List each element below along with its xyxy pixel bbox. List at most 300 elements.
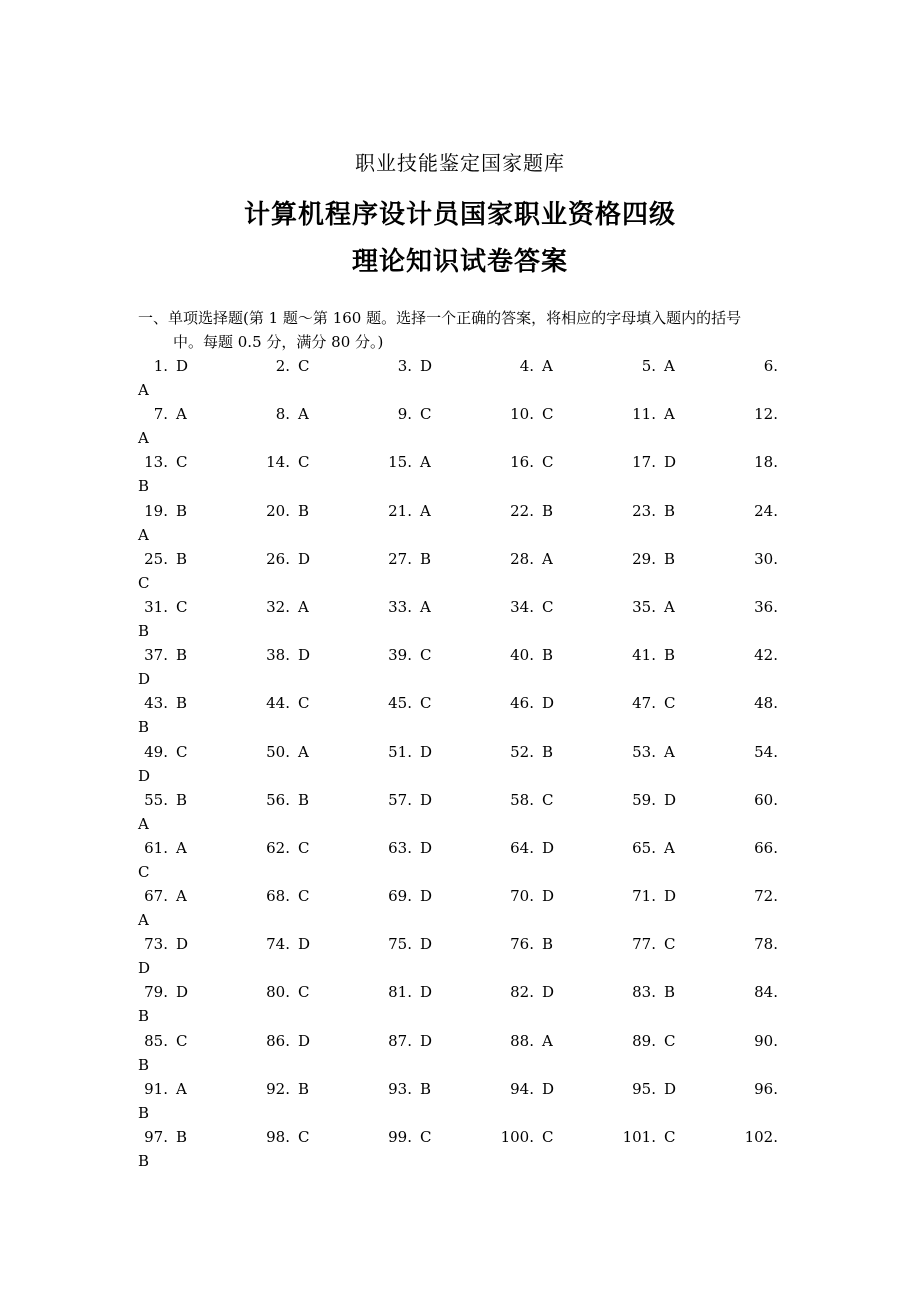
answer-letter: B (664, 983, 676, 1002)
question-number: 15. (388, 453, 412, 472)
question-number: 79. (144, 983, 168, 1002)
answer-row (0, 402, 920, 450)
question-number: 21. (388, 501, 412, 520)
answer-item (235, 643, 316, 667)
answer-item (113, 643, 194, 667)
answer-item (357, 450, 438, 474)
answer-item (357, 1125, 438, 1149)
question-number: 27. (388, 549, 412, 568)
question-number: 31. (144, 597, 168, 616)
section-instructions-line1: 一、单项选择题(第 1 题～第 160 题。选择一个正确的答案，将相应的字母填入题内的括号 (138, 309, 742, 327)
question-number: 13. (144, 453, 168, 472)
answer-letter: C (420, 405, 432, 424)
question-number: 52. (510, 742, 534, 761)
answer-item (479, 402, 560, 426)
answer-item (479, 740, 560, 764)
question-number: 49. (144, 742, 168, 761)
question-number: 74. (266, 935, 290, 954)
answer-item (479, 354, 560, 378)
question-number: 11. (632, 405, 656, 424)
answer-letter: B (664, 549, 676, 568)
answer-letter: A (138, 381, 149, 399)
answer-item (113, 932, 194, 956)
answer-item (479, 691, 560, 715)
answer-letter: B (176, 646, 188, 665)
answer-item (601, 1125, 682, 1149)
question-number: 68. (266, 887, 290, 906)
question-number: 66. (754, 838, 778, 857)
answer-item (601, 788, 682, 812)
answer-item (479, 932, 560, 956)
answer-row (0, 354, 920, 402)
answer-letter: D (298, 646, 311, 665)
question-number: 41. (632, 646, 656, 665)
question-number: 65. (632, 838, 656, 857)
answer-item (357, 354, 438, 378)
answer-letter: C (664, 935, 676, 954)
answer-letter: A (138, 814, 149, 833)
question-number: 29. (632, 549, 656, 568)
answer-item (479, 1077, 560, 1101)
answer-item (479, 547, 560, 571)
question-number: 7. (153, 405, 168, 424)
question-number: 73. (144, 935, 168, 954)
answer-letter: A (664, 405, 675, 424)
question-number: 57. (388, 790, 412, 809)
answer-letter: C (664, 1128, 676, 1146)
question-number: 18. (754, 453, 778, 472)
question-number: 86. (266, 1031, 290, 1050)
question-number: 47. (632, 694, 656, 713)
answer-letter: B (138, 1055, 150, 1074)
answer-row (0, 547, 920, 595)
answer-item (357, 836, 438, 860)
answer-letter: C (420, 1128, 432, 1146)
answer-item (601, 836, 682, 860)
answer-letter: D (420, 1031, 433, 1050)
answer-letter: B (176, 549, 188, 568)
answer-letter: C (420, 646, 432, 665)
answer-letter: A (420, 453, 431, 472)
answer-letter: D (420, 838, 433, 857)
answer-letter: D (298, 935, 311, 954)
answer-letter: C (298, 453, 310, 472)
answer-item (357, 740, 438, 764)
question-number: 96. (754, 1079, 778, 1098)
answer-item (235, 788, 316, 812)
answer-letter: B (298, 790, 310, 809)
question-number: 42. (754, 646, 778, 665)
question-number: 26. (266, 549, 290, 568)
answer-item (479, 1125, 560, 1149)
answer-letter: D (138, 670, 151, 689)
answer-item (235, 980, 316, 1004)
question-number: 78. (754, 935, 778, 954)
answer-row (0, 450, 920, 498)
question-number: 44. (266, 694, 290, 713)
answer-item (113, 836, 194, 860)
answer-letter: B (138, 1103, 150, 1122)
question-number: 85. (144, 1031, 168, 1050)
question-number: 83. (632, 983, 656, 1002)
answer-letter: C (664, 1031, 676, 1050)
question-number: 17. (632, 453, 656, 472)
answer-item (235, 547, 316, 571)
answer-letter: B (542, 935, 554, 954)
answer-letter: B (664, 646, 676, 665)
answer-letter: D (664, 887, 677, 906)
question-number: 87. (388, 1031, 412, 1050)
answer-item (357, 932, 438, 956)
question-number: 102. (744, 1128, 778, 1146)
question-number: 19. (144, 501, 168, 520)
answer-item (235, 740, 316, 764)
answer-item (235, 595, 316, 619)
answer-letter: B (542, 742, 554, 761)
question-number: 1. (153, 357, 168, 375)
answer-letter: C (138, 862, 150, 881)
answer-item (601, 643, 682, 667)
answer-letter: C (542, 405, 554, 424)
answer-letter: C (298, 357, 310, 375)
question-number: 22. (510, 501, 534, 520)
question-number: 94. (510, 1079, 534, 1098)
question-number: 33. (388, 597, 412, 616)
question-number: 32. (266, 597, 290, 616)
question-number: 101. (622, 1128, 656, 1146)
answer-letter: A (298, 597, 309, 616)
answer-letter: D (420, 790, 433, 809)
question-number: 64. (510, 838, 534, 857)
answer-item (235, 836, 316, 860)
answer-letter: D (176, 935, 189, 954)
answer-item (113, 547, 194, 571)
answer-letter: A (138, 911, 149, 930)
answer-letter: A (176, 405, 187, 424)
answer-item (113, 740, 194, 764)
answer-letter: C (542, 453, 554, 472)
question-number: 53. (632, 742, 656, 761)
question-number: 51. (388, 742, 412, 761)
question-number: 34. (510, 597, 534, 616)
question-number: 5. (641, 357, 656, 375)
question-number: 4. (519, 357, 534, 375)
question-number: 76. (510, 935, 534, 954)
answer-item (479, 836, 560, 860)
answer-letter: D (138, 959, 151, 978)
answer-item (357, 1029, 438, 1053)
answer-row (0, 788, 920, 836)
answer-item (357, 402, 438, 426)
answer-item (357, 547, 438, 571)
answer-item (479, 595, 560, 619)
answer-letter: C (176, 453, 188, 472)
question-number: 58. (510, 790, 534, 809)
answer-letter: A (138, 429, 149, 448)
question-number: 89. (632, 1031, 656, 1050)
answer-letter: C (176, 1031, 188, 1050)
question-number: 70. (510, 887, 534, 906)
answer-grid (0, 354, 920, 1173)
question-number: 20. (266, 501, 290, 520)
question-number: 100. (500, 1128, 534, 1146)
answer-letter: D (664, 1079, 677, 1098)
answer-item (601, 932, 682, 956)
answer-letter: A (176, 887, 187, 906)
answer-row (0, 643, 920, 691)
question-number: 37. (144, 646, 168, 665)
answer-item (235, 1029, 316, 1053)
answer-letter: C (176, 742, 188, 761)
answer-letter: B (138, 718, 150, 737)
answer-item (357, 499, 438, 523)
answer-letter: B (176, 790, 188, 809)
answer-item (479, 884, 560, 908)
question-number: 80. (266, 983, 290, 1002)
answer-letter: C (298, 983, 310, 1002)
question-number: 82. (510, 983, 534, 1002)
answer-letter: A (176, 1079, 187, 1098)
answer-letter: C (298, 1128, 310, 1146)
answer-row (0, 740, 920, 788)
answer-item (357, 643, 438, 667)
answer-letter: D (420, 742, 433, 761)
answer-letter: D (420, 887, 433, 906)
question-number: 28. (510, 549, 534, 568)
answer-item (113, 884, 194, 908)
question-bank-subtitle: 职业技能鉴定国家题库 (355, 151, 565, 175)
answer-letter: D (420, 935, 433, 954)
answer-letter: D (542, 694, 555, 713)
answer-letter: A (542, 549, 553, 568)
question-number: 63. (388, 838, 412, 857)
answer-letter: A (176, 838, 187, 857)
question-number: 16. (510, 453, 534, 472)
answer-item (601, 402, 682, 426)
answer-item (113, 450, 194, 474)
question-number: 38. (266, 646, 290, 665)
answer-letter: B (298, 501, 310, 520)
answer-letter: B (298, 1079, 310, 1098)
answer-item (601, 595, 682, 619)
answer-item (235, 884, 316, 908)
question-number: 46. (510, 694, 534, 713)
answer-row (0, 691, 920, 739)
answer-item (601, 740, 682, 764)
answer-item (601, 499, 682, 523)
question-number: 56. (266, 790, 290, 809)
answer-letter: B (420, 1079, 432, 1098)
question-number: 43. (144, 694, 168, 713)
answer-letter: A (420, 501, 431, 520)
answer-row (0, 836, 920, 884)
answer-item (113, 499, 194, 523)
question-number: 88. (510, 1031, 534, 1050)
answer-letter: B (664, 501, 676, 520)
answer-letter: A (138, 525, 149, 544)
answer-item (113, 354, 194, 378)
answer-item (479, 1029, 560, 1053)
answer-item (235, 402, 316, 426)
answer-item (479, 450, 560, 474)
question-number: 55. (144, 790, 168, 809)
question-number: 92. (266, 1079, 290, 1098)
answer-letter: A (420, 597, 431, 616)
answer-item (601, 1077, 682, 1101)
answer-item (113, 595, 194, 619)
question-number: 67. (144, 887, 168, 906)
answer-letter: D (542, 983, 555, 1002)
answer-item (357, 691, 438, 715)
answer-item (357, 884, 438, 908)
answer-letter: D (298, 1031, 311, 1050)
answer-letter: B (176, 1128, 188, 1146)
answer-letter: A (542, 1031, 553, 1050)
answer-item (235, 1125, 316, 1149)
answer-row (0, 499, 920, 547)
question-number: 8. (275, 405, 290, 424)
answer-letter: B (420, 549, 432, 568)
question-number: 81. (388, 983, 412, 1002)
question-number: 69. (388, 887, 412, 906)
answer-letter: A (298, 405, 309, 424)
question-number: 6. (763, 357, 778, 375)
answer-letter: D (542, 887, 555, 906)
question-number: 97. (144, 1128, 168, 1146)
section-heading (138, 306, 783, 354)
answer-item (235, 932, 316, 956)
answer-item (357, 1077, 438, 1101)
question-number: 62. (266, 838, 290, 857)
question-number: 98. (266, 1128, 290, 1146)
answer-letter: C (542, 597, 554, 616)
answer-letter: A (542, 357, 553, 375)
answer-item (113, 691, 194, 715)
answer-letter: D (542, 1079, 555, 1098)
answer-item (601, 691, 682, 715)
answer-letter: D (298, 549, 311, 568)
question-number: 61. (144, 838, 168, 857)
question-number: 50. (266, 742, 290, 761)
question-number: 93. (388, 1079, 412, 1098)
question-number: 59. (632, 790, 656, 809)
answer-letter: C (542, 1128, 554, 1146)
question-number: 9. (397, 405, 412, 424)
answer-letter: D (138, 766, 151, 785)
answer-row (0, 595, 920, 643)
answer-item (479, 499, 560, 523)
answer-letter: C (542, 790, 554, 809)
question-number: 24. (754, 501, 778, 520)
answer-letter: A (664, 838, 675, 857)
answer-item (601, 450, 682, 474)
question-number: 36. (754, 597, 778, 616)
answer-letter: C (176, 597, 188, 616)
answer-letter: B (176, 694, 188, 713)
answer-item (235, 354, 316, 378)
answer-item (113, 980, 194, 1004)
answer-item (235, 691, 316, 715)
answer-item (479, 788, 560, 812)
answer-item (113, 1077, 194, 1101)
question-number: 90. (754, 1031, 778, 1050)
answer-row (0, 1125, 920, 1173)
section-instructions-line2: 中。每题 0.5 分，满分 80 分。) (173, 333, 384, 351)
question-number: 84. (754, 983, 778, 1002)
answer-item (235, 499, 316, 523)
answer-item (357, 595, 438, 619)
answer-letter: D (176, 983, 189, 1002)
question-number: 2. (275, 357, 290, 375)
exam-title: 计算机程序设计员国家职业资格四级 (243, 200, 676, 230)
question-number: 14. (266, 453, 290, 472)
question-number: 91. (144, 1079, 168, 1098)
answer-row (0, 884, 920, 932)
question-number: 48. (754, 694, 778, 713)
answer-letter: B (138, 621, 150, 640)
answer-letter: D (176, 357, 189, 375)
question-number: 60. (754, 790, 778, 809)
answer-item (601, 884, 682, 908)
answer-item (479, 643, 560, 667)
answer-letter: D (664, 790, 677, 809)
answer-item (113, 402, 194, 426)
question-number: 40. (510, 646, 534, 665)
question-number: 10. (510, 405, 534, 424)
answer-item (235, 1077, 316, 1101)
answer-letter: B (138, 477, 150, 496)
answer-item (601, 354, 682, 378)
answer-letter: D (664, 453, 677, 472)
answer-row (0, 980, 920, 1028)
answer-letter: C (664, 694, 676, 713)
answer-item (479, 980, 560, 1004)
question-number: 99. (388, 1128, 412, 1146)
answer-letter: B (176, 501, 188, 520)
answer-item (601, 980, 682, 1004)
question-number: 77. (632, 935, 656, 954)
answer-item (357, 788, 438, 812)
answer-item (113, 1029, 194, 1053)
answer-letter: A (664, 597, 675, 616)
answer-letter: C (420, 694, 432, 713)
answer-key-title: 理论知识试卷答案 (351, 247, 568, 277)
answer-letter: A (664, 742, 675, 761)
question-number: 23. (632, 501, 656, 520)
answer-item (235, 450, 316, 474)
answer-letter: A (298, 742, 309, 761)
answer-letter: C (298, 694, 310, 713)
answer-item (113, 788, 194, 812)
answer-letter: D (420, 983, 433, 1002)
question-number: 71. (632, 887, 656, 906)
question-number: 12. (754, 405, 778, 424)
answer-letter: B (138, 1007, 150, 1026)
answer-letter: C (298, 887, 310, 906)
question-number: 72. (754, 887, 778, 906)
answer-letter: B (138, 1152, 150, 1170)
answer-row (0, 932, 920, 980)
question-number: 25. (144, 549, 168, 568)
question-number: 30. (754, 549, 778, 568)
answer-letter: D (542, 838, 555, 857)
answer-letter: A (664, 357, 675, 375)
question-number: 95. (632, 1079, 656, 1098)
answer-letter: C (138, 573, 150, 592)
answer-letter: C (298, 838, 310, 857)
question-number: 75. (388, 935, 412, 954)
answer-row (0, 1077, 920, 1125)
